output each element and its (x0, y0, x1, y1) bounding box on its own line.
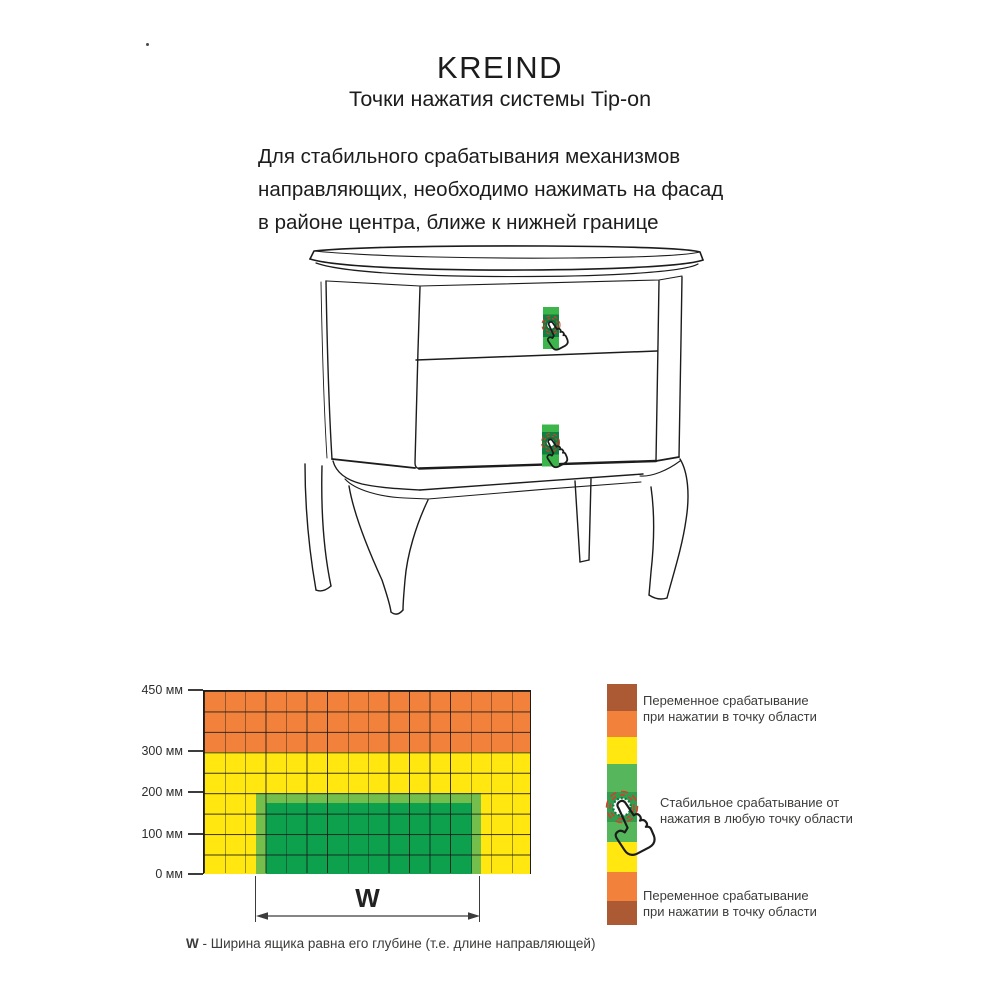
legend-segment-brown (607, 684, 637, 711)
caption-text: - Ширина ящика равна его глубине (т.е. длине направляющей) (198, 936, 596, 951)
legend-item-stable (660, 795, 853, 826)
y-axis-tick (108, 784, 203, 800)
legend-item-line1: Переменное срабатывание (643, 693, 809, 708)
page-subtitle: Точки нажатия системы Tip-on (348, 87, 652, 111)
legend-segment-orange (607, 711, 637, 737)
intro-line: в районе центра, ближе к нижней границе (258, 211, 659, 234)
intro-paragraph (258, 140, 778, 239)
caption-symbol: W (186, 936, 199, 951)
legend-item-line2: при нажатии в точку области (643, 903, 817, 919)
intro-line: Для стабильного срабатывания механизмов (258, 145, 681, 168)
y-axis-label: 0 мм (155, 867, 183, 881)
press-point-top-drawer (542, 307, 568, 350)
corner-dot (146, 43, 149, 46)
tick-line (188, 750, 203, 752)
chart-gridlines (204, 691, 530, 873)
tick-line (188, 833, 203, 835)
press-point-bottom-drawer (542, 425, 568, 468)
y-axis-tick (108, 682, 203, 698)
y-axis-label: 200 мм (141, 785, 183, 799)
y-axis-label: 300 мм (141, 744, 183, 758)
furniture-top (310, 246, 703, 277)
legend-item-line1: Переменное срабатывание (643, 888, 809, 903)
y-axis-tick (108, 826, 203, 842)
furniture-legs (305, 459, 688, 614)
width-dimension-label: W (355, 883, 380, 913)
legend-segment-brown (607, 901, 637, 925)
legend-segment-yellow (607, 737, 637, 764)
y-axis-tick (108, 743, 203, 759)
width-dimension-arrow (255, 905, 481, 927)
furniture-illustration (280, 240, 710, 630)
intro-line: направляющих, необходимо нажимать на фасад (258, 178, 724, 201)
furniture-body (321, 276, 682, 469)
brand-title: KREIND (436, 50, 564, 85)
legend-item-line1: Стабильное срабатывание от (660, 795, 840, 810)
legend-item-line2: при нажатии в точку области (643, 708, 817, 724)
press-zone-chart (203, 690, 531, 874)
tick-line (188, 689, 203, 691)
legend-segment-orange (607, 872, 637, 901)
tick-line (188, 873, 203, 875)
tick-line (188, 791, 203, 793)
y-axis-label: 100 мм (141, 827, 183, 841)
y-axis-label: 450 мм (141, 683, 183, 697)
y-axis-tick (108, 866, 203, 882)
legend-item-line2: нажатия в любую точку области (660, 810, 853, 826)
legend-item-variable-top (643, 693, 817, 724)
chart-caption (186, 936, 595, 951)
legend-item-variable-bottom (643, 888, 817, 919)
